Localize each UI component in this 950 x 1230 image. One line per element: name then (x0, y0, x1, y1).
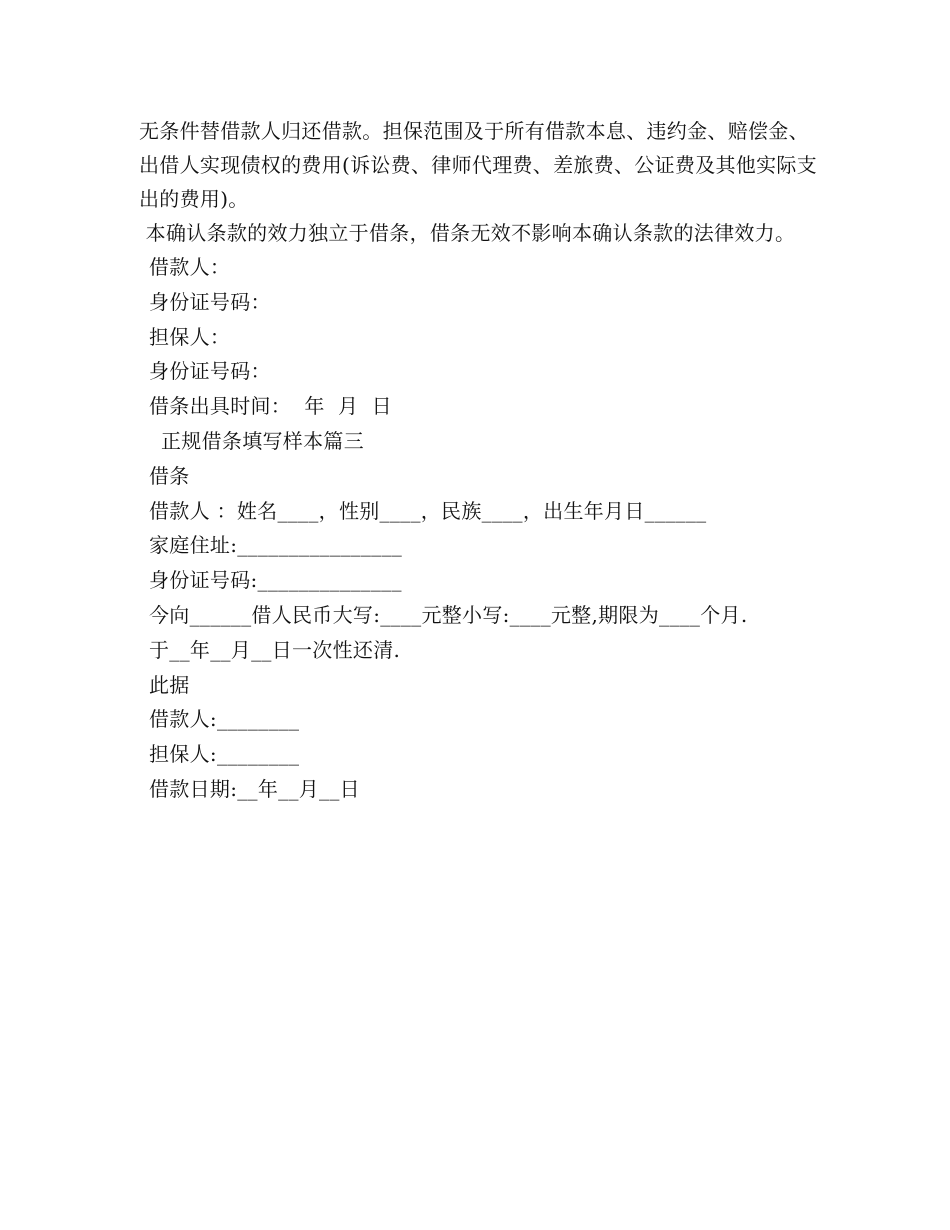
repayment-date-line: 于__年__月__日一次性还清. (149, 637, 401, 662)
guarantor-id-label: 身份证号码： (149, 359, 271, 384)
loan-date-line: 借款日期:__年__月__日 (149, 776, 360, 801)
id-number-line: 身份证号码:______________ (149, 568, 402, 593)
iou-title: 借条 (149, 463, 190, 488)
borrower-signature-line: 借款人:________ (149, 707, 300, 732)
borrower-label: 借款人： (149, 255, 231, 279)
home-address-line: 家庭住址:________________ (149, 533, 403, 558)
confirmation-clause-paragraph: 本确认条款的效力独立于借条，借条无效不影响本确认条款的法律效力。 (139, 221, 796, 245)
guarantee-scope-paragraph: 无条件替借款人归还借款。担保范围及于所有借款本息、违约金、赔偿金、出借人实现债权的费用(诉讼费、律师代理费、差旅费、公证费及其他实际支出的费用)。 (139, 119, 818, 211)
document-body (139, 114, 819, 807)
loan-amount-line: 今向______借人民币大写:____元整小写:____元整,期限为____个月. (149, 602, 748, 627)
hereby-line: 此据 (149, 672, 190, 697)
guarantor-label: 担保人： (149, 324, 231, 349)
guarantor-signature-line: 担保人:________ (149, 742, 300, 767)
borrower-info-line: 借款人 ：姓名____，性别____，民族____，出生年月日______ (149, 498, 707, 523)
section-heading: 正规借条填写样本篇三 (161, 428, 364, 453)
issue-date-label: 借条出具时间： 年 月 日 (149, 394, 392, 419)
borrower-id-label: 身份证号码： (149, 289, 271, 314)
